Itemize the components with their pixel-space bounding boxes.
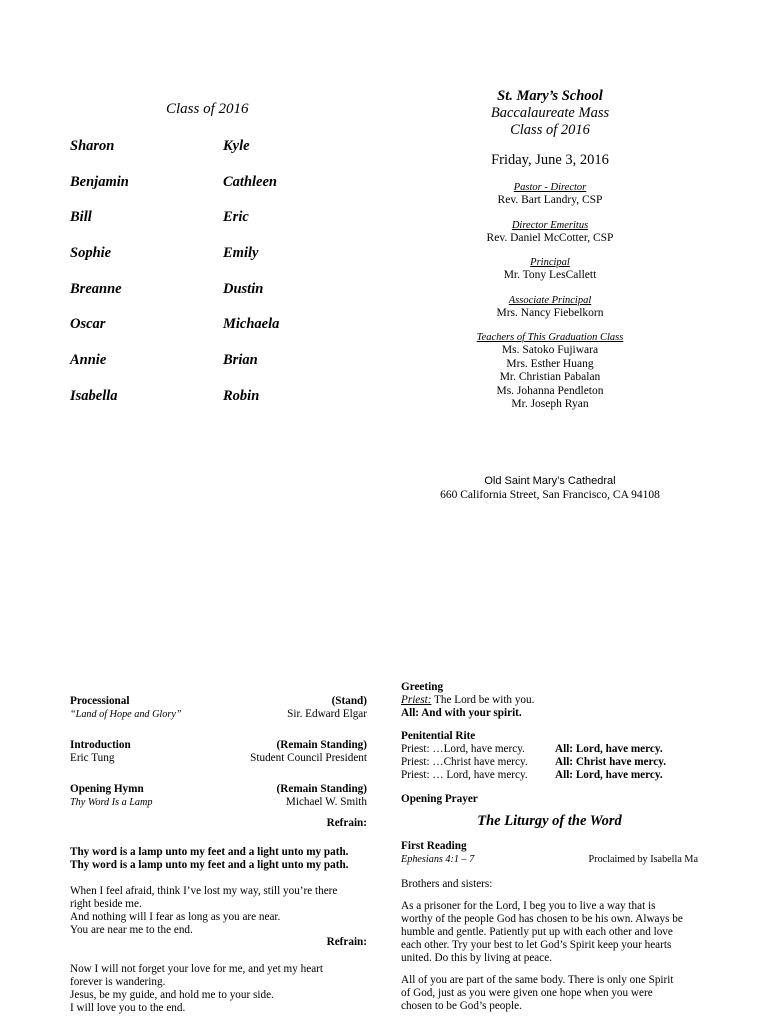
lyric-line: forever is wandering. — [70, 976, 166, 988]
role-name: Mr. Tony LesCallett — [503, 269, 597, 281]
role-name: Mrs. Nancy Fiebelkorn — [496, 306, 604, 319]
role-label: Principal — [530, 257, 570, 268]
role-name: Rev. Bart Landry, CSP — [497, 194, 603, 206]
role-block — [400, 257, 700, 283]
student-name: Breanne — [70, 280, 122, 297]
school-name: St. Mary’s School — [497, 88, 603, 104]
order-of-service — [70, 695, 367, 1015]
processional-item — [70, 695, 367, 721]
item-label: Opening Hymn — [70, 783, 144, 795]
music-credit: Sir. Edward Elgar — [287, 708, 367, 720]
lyric-line: I will love you to the end. — [70, 1002, 186, 1014]
priest-line: Priest: …Christ have mercy. — [401, 756, 528, 768]
mass-title: Baccalaureate Mass — [490, 105, 610, 121]
rite-heading: Penitential Rite — [401, 730, 476, 742]
roster-row — [70, 174, 330, 210]
event-date: Friday, June 3, 2016 — [491, 152, 609, 168]
prayer-heading: Opening Prayer — [401, 793, 478, 805]
venue-name: Old Saint Mary’s Cathedral — [484, 475, 616, 487]
text-line: united. Do this by living at peace. — [401, 952, 552, 964]
lyric-line: You are near me to the end. — [70, 924, 193, 936]
role-name: Mrs. Esther Huang — [506, 357, 594, 370]
music-title: “Land of Hope and Glory” — [70, 709, 182, 720]
student-name: Isabella — [70, 387, 118, 404]
reading-paragraph — [401, 974, 698, 1013]
class-title: Class of 2016 — [510, 122, 590, 138]
role-label: Teachers of This Graduation Class — [476, 332, 624, 343]
role-label: Pastor - Director — [513, 182, 587, 193]
lyric-line: Jesus, be my guide, and hold me to your side. — [70, 989, 274, 1001]
roster-title: Class of 2016 — [166, 101, 249, 117]
people-line: All: Lord, have mercy. — [555, 769, 663, 781]
priest-line: Priest: … Lord, have mercy. — [401, 769, 528, 781]
role-name: Rev. Daniel McCotter, CSP — [486, 231, 614, 244]
student-name: Brian — [223, 352, 258, 369]
refrain-label: Refrain: — [326, 817, 367, 829]
priest-text: The Lord be with you. — [431, 694, 535, 706]
role-block — [400, 182, 700, 208]
role-name: Mr. Joseph Ryan — [511, 398, 589, 410]
speaker-role: Student Council President — [250, 752, 367, 764]
greeting-response: All: And with your spirit. — [401, 707, 522, 719]
role-block — [400, 295, 700, 321]
role-name: Mr. Christian Pabalan — [499, 371, 601, 383]
refrain-text — [70, 846, 367, 872]
reading-heading: First Reading — [401, 840, 467, 852]
role-name: Ms. Johanna Pendleton — [496, 384, 604, 397]
venue-block — [400, 474, 700, 502]
roster-row — [70, 209, 330, 245]
introduction-item — [70, 739, 367, 765]
priest-line: Priest: …Lord, have mercy. — [401, 743, 525, 755]
student-name: Bill — [70, 209, 92, 226]
posture: (Remain Standing) — [276, 739, 367, 751]
music-credit: Michael W. Smith — [285, 796, 367, 808]
rite-row — [401, 756, 698, 769]
roster-row — [70, 245, 330, 281]
greeting-priest-line — [401, 694, 698, 707]
role-block — [400, 220, 700, 246]
roster-row — [70, 316, 330, 352]
text-line: each other. Try your best to let God’s Spirit keep your hearts — [401, 939, 672, 951]
student-name: Eric — [223, 209, 249, 226]
student-name: Annie — [70, 352, 107, 369]
student-name: Sophie — [70, 245, 112, 262]
priest-label: Priest: — [401, 694, 432, 706]
roster-row — [70, 388, 330, 424]
reading-info — [401, 853, 698, 866]
student-name: Benjamin — [70, 173, 129, 190]
student-name: Robin — [223, 387, 260, 404]
item-label: Introduction — [70, 739, 131, 751]
role-label: Director Emeritus — [511, 219, 589, 231]
item-label: Processional — [70, 695, 130, 707]
lyric-line: When I feel afraid, think I’ve lost my way, still you’re there — [70, 885, 338, 897]
roster-list — [70, 138, 330, 424]
scripture-reference: Ephesians 4:1 – 7 — [401, 854, 475, 865]
verse — [70, 885, 367, 937]
student-name: Oscar — [70, 316, 106, 333]
venue-address: 660 California Street, San Francisco, CA 94108 — [440, 489, 660, 501]
lyric-line: Thy word is a lamp unto my feet and a light unto my path. — [70, 846, 349, 858]
roster-row — [70, 281, 330, 317]
text-line: worthy of the people God has chosen to be his own. Always be — [401, 913, 683, 925]
liturgy-of-word-title: The Liturgy of the Word — [477, 813, 622, 829]
music-title: Thy Word Is a Lamp — [70, 797, 153, 808]
lyric-line: Thy word is a lamp unto my feet and a light unto my path. — [70, 859, 349, 871]
text-line: As a prisoner for the Lord, I beg you to live a way that is — [401, 900, 656, 912]
greeting-heading: Greeting — [401, 681, 444, 693]
cover-panel — [400, 88, 700, 424]
reading-paragraph — [401, 900, 698, 965]
student-name: Cathleen — [223, 173, 277, 190]
verse — [70, 963, 367, 1015]
student-name: Sharon — [70, 138, 115, 154]
roster-row — [70, 352, 330, 388]
lyric-line: And nothing will I fear as long as you are near. — [70, 911, 281, 923]
role-name: Ms. Satoko Fujiwara — [501, 344, 599, 356]
people-line: All: Lord, have mercy. — [555, 743, 663, 755]
role-label: Associate Principal — [508, 294, 592, 306]
text-line: chosen to be God’s people. — [401, 1000, 522, 1012]
student-name: Emily — [223, 245, 259, 262]
student-name: Kyle — [223, 138, 250, 154]
rite-row — [401, 769, 698, 782]
student-name: Michaela — [223, 316, 280, 333]
rite-row — [401, 743, 698, 756]
role-block — [400, 332, 700, 412]
lyric-line: Now I will not forget your love for me, and yet my heart — [70, 963, 324, 975]
people-line: All: Christ have mercy. — [555, 756, 667, 768]
student-name: Dustin — [223, 280, 264, 297]
text-line: All of you are part of the same body. There is only one Spirit — [401, 974, 674, 986]
text-line: humble and gentle. Patiently put up with each other and love — [401, 926, 673, 938]
hymn-item — [70, 783, 367, 809]
lyric-line: right beside me. — [70, 898, 142, 910]
refrain-label: Refrain: — [326, 936, 367, 948]
roster-row — [70, 138, 330, 174]
salutation: Brothers and sisters: — [401, 878, 493, 890]
liturgy-panel — [401, 681, 698, 1013]
reader-credit: Proclaimed by Isabella Ma — [588, 854, 698, 865]
speaker-name: Eric Tung — [70, 752, 115, 764]
posture: (Remain Standing) — [276, 783, 367, 795]
posture: (Stand) — [331, 695, 367, 707]
text-line: of God, just as you were given one hope when you were — [401, 987, 653, 999]
